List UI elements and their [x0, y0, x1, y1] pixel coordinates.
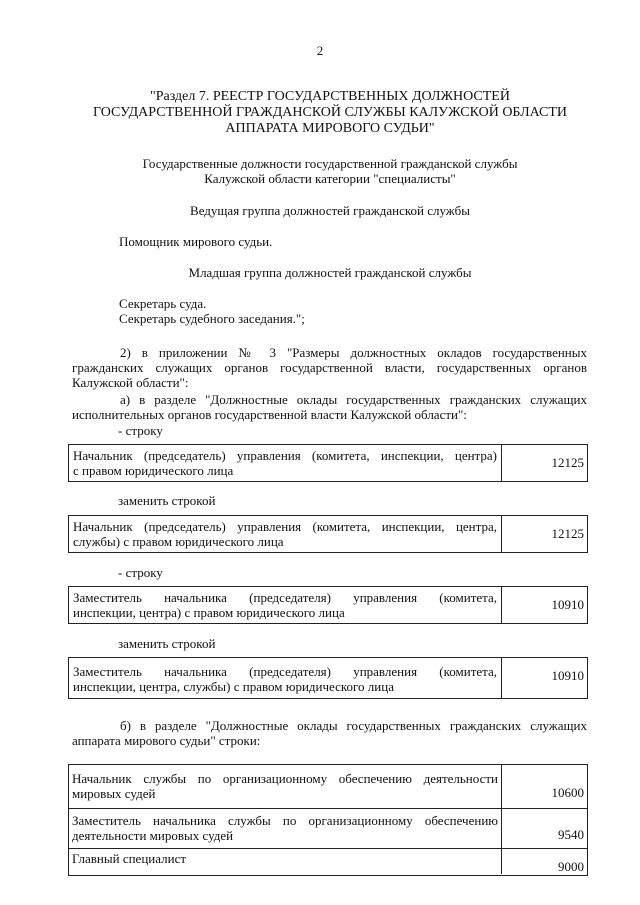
paragraph-line: б) в разделе "Должностные оклады государственных гражданских служащих [120, 718, 587, 733]
paragraph-a [72, 392, 587, 422]
row-name-line: Начальник (председатель) управления (комитета, инспекции, центра) [73, 448, 497, 463]
table-row [68, 586, 588, 624]
paragraph-line: гражданских служащих органов государственной власти, государственных органов [72, 360, 587, 375]
category-heading-line: Государственные должности государственной гражданской службы [142, 156, 518, 171]
row-name-line: службы) с правом юридического лица [73, 534, 284, 549]
paragraph-2 [72, 345, 587, 390]
row-name [69, 849, 502, 874]
label-replace: заменить строкой [118, 493, 216, 508]
row-value: 10910 [551, 597, 584, 612]
row-value: 10600 [551, 785, 584, 800]
page-number: 2 [316, 43, 324, 58]
row-value: 9000 [558, 859, 584, 874]
row-name [69, 765, 502, 808]
section-title-line: АППАРАТА МИРОВОГО СУДЬИ" [225, 121, 435, 136]
junior-position: Секретарь судебного заседания."; [119, 311, 305, 326]
junior-positions [119, 296, 305, 326]
label-replace: заменить строкой [118, 636, 216, 651]
paragraph-line: 2) в приложении № 3 "Размеры должностных окладов государственных [120, 345, 587, 360]
row-name [69, 658, 502, 698]
lead-group-heading: Ведущая группа должностей гражданской службы [190, 203, 470, 218]
row-name-line: мировых судей [72, 786, 156, 801]
row-name-line: инспекции, центра, службы) с правом юридического лица [73, 679, 394, 694]
paragraph-line: Калужской области": [72, 375, 189, 390]
label-row: - строку [118, 565, 163, 580]
table-row [68, 444, 588, 482]
label-row: - строку [118, 423, 163, 438]
category-heading [60, 156, 600, 186]
junior-group-heading: Младшая группа должностей гражданской службы [188, 265, 472, 280]
row-name-line: с правом юридического лица [73, 463, 234, 478]
row-name [69, 587, 502, 623]
row-value: 12125 [551, 526, 584, 541]
row-value: 12125 [551, 455, 584, 470]
section-title [60, 89, 600, 137]
row-name-line: Заместитель начальника службы по организационному обеспечению [72, 813, 498, 828]
section-title-line: ГОСУДАРСТВЕННОЙ ГРАЖДАНСКОЙ СЛУЖБЫ КАЛУЖСКОЙ ОБЛАСТИ [92, 105, 568, 120]
row-value: 9540 [558, 827, 584, 842]
category-heading-line: Калужской области категории "специалисты" [204, 171, 456, 186]
paragraph-line: аппарата мирового судьи" строки: [72, 733, 261, 748]
row-value: 10910 [551, 668, 584, 683]
junior-position: Секретарь суда. [119, 296, 207, 311]
row-name [69, 516, 502, 552]
row-name-line: инспекции, центра) с правом юридического лица [73, 605, 345, 620]
row-name-line: деятельности мировых судей [72, 828, 234, 843]
table-row [69, 809, 587, 849]
lead-position: Помощник мирового судьи. [119, 234, 273, 249]
paragraph-line: а) в разделе "Должностные оклады государственных гражданских служащих [120, 392, 587, 407]
paragraph-b [72, 718, 587, 748]
paragraph-line: исполнительных органов государственной власти Калужской области": [72, 407, 467, 422]
section-title-line: "Раздел 7. РЕЕСТР ГОСУДАРСТВЕННЫХ ДОЛЖНОСТЕЙ [150, 89, 510, 104]
table-row [68, 657, 588, 699]
row-name-line: Заместитель начальника (председателя) управления (комитета, [73, 590, 497, 605]
table-row [68, 515, 588, 553]
row-name [69, 445, 502, 481]
row-name-line: Главный специалист [72, 851, 187, 866]
positions-table [68, 764, 588, 876]
table-row [69, 849, 587, 875]
row-name [69, 809, 502, 848]
row-name-line: Заместитель начальника (председателя) управления (комитета, [73, 664, 497, 679]
row-name-line: Начальник службы по организационному обеспечению деятельности [72, 771, 498, 786]
row-name-line: Начальник (председатель) управления (комитета, инспекции, центра, [73, 519, 497, 534]
table-row [69, 765, 587, 809]
